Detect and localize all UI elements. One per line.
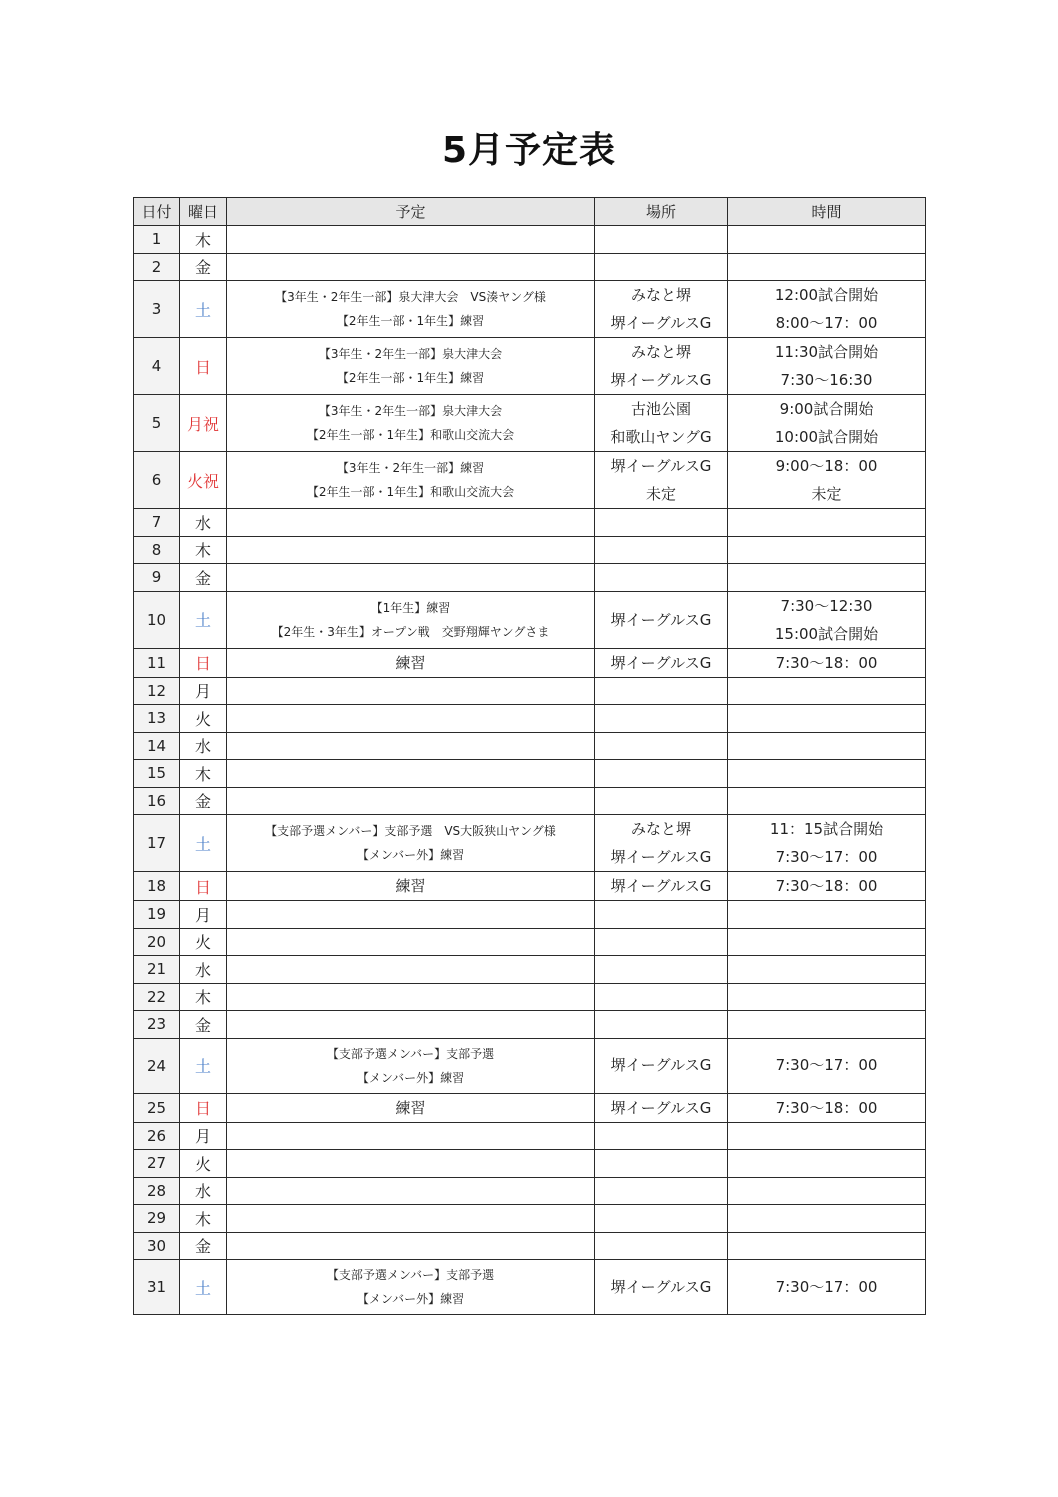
schedule-cell (227, 956, 595, 984)
date-cell: 27 (134, 1150, 180, 1178)
table-row (134, 760, 926, 788)
date-cell: 24 (134, 1038, 180, 1093)
time-line: 9:00試合開始 (779, 400, 874, 418)
weekday-cell: 金 (180, 1232, 227, 1260)
date-cell: 19 (134, 901, 180, 929)
weekday-cell: 木 (180, 226, 227, 254)
schedule-cell (227, 1205, 595, 1233)
date-cell: 14 (134, 732, 180, 760)
schedule-line: 【3年生・2年生一部】泉大津大会 VS湊ヤング様 (275, 290, 546, 304)
time-line: 7:30～17：00 (775, 1056, 878, 1074)
time-cell (728, 1038, 926, 1093)
time-cell (728, 1150, 926, 1178)
place-cell (595, 338, 728, 395)
schedule-cell (227, 1038, 595, 1093)
table-row (134, 1038, 926, 1093)
time-cell (728, 591, 926, 648)
header-schedule: 予定 (227, 198, 595, 226)
place-cell (595, 760, 728, 788)
table-row (134, 452, 926, 509)
schedule-cell (227, 705, 595, 733)
weekday-cell: 木 (180, 983, 227, 1011)
weekday-cell: 日 (180, 1093, 227, 1122)
header-date: 日付 (134, 198, 180, 226)
weekday-cell: 火祝 (180, 452, 227, 509)
schedule-cell (227, 677, 595, 705)
schedule-cell (227, 226, 595, 254)
table-row (134, 536, 926, 564)
time-line: 9:00～18：00 (775, 457, 878, 475)
weekday-cell: 月 (180, 1122, 227, 1150)
schedule-line: 【メンバー外】練習 (356, 1292, 465, 1306)
time-cell (728, 1122, 926, 1150)
schedule-line: 【2年生一部・1年生】和歌山交流大会 (306, 428, 515, 442)
header-row (134, 198, 926, 226)
time-line: 7:30～12:30 (780, 596, 873, 615)
schedule-line: 【支部予選メンバー】支部予選 (326, 1046, 495, 1061)
place-cell (595, 226, 728, 254)
table-row (134, 281, 926, 338)
weekday-cell: 土 (180, 591, 227, 648)
date-cell: 25 (134, 1093, 180, 1122)
place-line: 堺イーグルスG (610, 877, 712, 895)
place-cell (595, 452, 728, 509)
place-line: 堺イーグルスG (610, 1277, 712, 1296)
place-line: みなと堺 (630, 343, 691, 361)
date-cell: 23 (134, 1011, 180, 1039)
place-cell (595, 509, 728, 537)
place-cell (595, 732, 728, 760)
date-cell: 10 (134, 591, 180, 648)
time-line: 8:00～17：00 (775, 314, 878, 332)
place-cell (595, 1177, 728, 1205)
date-cell: 8 (134, 536, 180, 564)
table-row (134, 705, 926, 733)
date-cell: 3 (134, 281, 180, 338)
date-cell: 6 (134, 452, 180, 509)
place-cell (595, 1205, 728, 1233)
place-line: 堺イーグルスG (610, 457, 712, 475)
time-line: 7:30～18：00 (775, 1098, 878, 1117)
place-cell (595, 787, 728, 815)
time-cell (728, 677, 926, 705)
place-cell (595, 1122, 728, 1150)
time-cell (728, 732, 926, 760)
date-cell: 26 (134, 1122, 180, 1150)
place-cell (595, 253, 728, 281)
time-line: 12:00試合開始 (774, 286, 879, 304)
date-cell: 29 (134, 1205, 180, 1233)
time-line: 未定 (811, 485, 842, 503)
date-cell: 1 (134, 226, 180, 254)
place-line: 堺イーグルスG (610, 653, 712, 672)
place-line: みなと堺 (630, 820, 691, 838)
date-cell: 9 (134, 564, 180, 592)
header-weekday: 曜日 (180, 198, 227, 226)
weekday-cell: 土 (180, 281, 227, 338)
weekday-cell: 火 (180, 928, 227, 956)
schedule-line: 【3年生・2年生一部】泉大津大会 (318, 404, 503, 418)
place-line: 堺イーグルスG (610, 1098, 712, 1117)
schedule-cell (227, 509, 595, 537)
table-row (134, 677, 926, 705)
place-cell (595, 1011, 728, 1039)
place-cell (595, 983, 728, 1011)
place-cell (595, 536, 728, 564)
weekday-cell: 水 (180, 509, 227, 537)
schedule-cell (227, 1093, 595, 1122)
time-cell (728, 509, 926, 537)
schedule-line: 練習 (395, 877, 426, 895)
schedule-cell (227, 1177, 595, 1205)
time-line: 10:00試合開始 (774, 428, 879, 446)
table-row (134, 253, 926, 281)
time-cell (728, 338, 926, 395)
header-time: 時間 (728, 198, 926, 226)
time-cell (728, 872, 926, 901)
schedule-line: 【2年生・3年生】オープン戦 交野翔輝ヤングさま (271, 624, 550, 639)
schedule-cell (227, 648, 595, 677)
weekday-cell: 日 (180, 872, 227, 901)
place-line: 古池公園 (630, 400, 691, 418)
schedule-cell (227, 452, 595, 509)
place-line: 堺イーグルスG (610, 314, 712, 332)
table-row (134, 338, 926, 395)
table-row (134, 732, 926, 760)
schedule-cell (227, 928, 595, 956)
place-cell (595, 901, 728, 929)
place-cell (595, 1093, 728, 1122)
schedule-cell (227, 1011, 595, 1039)
table-row (134, 591, 926, 648)
schedule-line: 練習 (395, 653, 426, 672)
date-cell: 7 (134, 509, 180, 537)
weekday-cell: 土 (180, 815, 227, 872)
schedule-line: 【2年生一部・1年生】練習 (336, 314, 485, 328)
weekday-cell: 水 (180, 732, 227, 760)
time-line: 7:30～17：00 (775, 848, 878, 866)
place-cell (595, 956, 728, 984)
table-row (134, 1093, 926, 1122)
place-line: 堺イーグルスG (610, 371, 712, 389)
weekday-cell: 水 (180, 956, 227, 984)
table-row (134, 872, 926, 901)
time-cell (728, 253, 926, 281)
time-cell (728, 452, 926, 509)
time-cell (728, 956, 926, 984)
schedule-cell (227, 395, 595, 452)
weekday-cell: 日 (180, 338, 227, 395)
time-cell (728, 1260, 926, 1315)
schedule-cell (227, 787, 595, 815)
place-line: 堺イーグルスG (610, 848, 712, 866)
schedule-body (134, 226, 926, 1315)
table-row (134, 1177, 926, 1205)
schedule-line: 【1年生】練習 (370, 600, 451, 615)
place-line: 堺イーグルスG (610, 1056, 712, 1074)
place-cell (595, 928, 728, 956)
schedule-line: 【3年生・2年生一部】泉大津大会 (318, 347, 503, 361)
place-cell (595, 648, 728, 677)
time-cell (728, 1232, 926, 1260)
place-cell (595, 1150, 728, 1178)
table-row (134, 509, 926, 537)
time-cell (728, 1093, 926, 1122)
table-row (134, 1150, 926, 1178)
date-cell: 22 (134, 983, 180, 1011)
time-cell (728, 648, 926, 677)
weekday-cell: 月 (180, 901, 227, 929)
schedule-cell (227, 1122, 595, 1150)
schedule-cell (227, 901, 595, 929)
schedule-line: 【支部予選メンバー】支部予選 (326, 1268, 495, 1282)
weekday-cell: 火 (180, 705, 227, 733)
table-row (134, 983, 926, 1011)
date-cell: 16 (134, 787, 180, 815)
table-row (134, 815, 926, 872)
place-line: 和歌山ヤングG (610, 428, 712, 446)
place-cell (595, 1038, 728, 1093)
time-line: 15:00試合開始 (774, 624, 879, 643)
time-cell (728, 983, 926, 1011)
date-cell: 31 (134, 1260, 180, 1315)
time-line: 7:30～18：00 (775, 653, 878, 672)
weekday-cell: 土 (180, 1260, 227, 1315)
schedule-line: 【3年生・2年生一部】練習 (336, 461, 485, 475)
time-line: 11:30試合開始 (774, 343, 879, 361)
weekday-cell: 木 (180, 1205, 227, 1233)
table-row (134, 787, 926, 815)
schedule-cell (227, 760, 595, 788)
schedule-cell (227, 983, 595, 1011)
schedule-line: 【メンバー外】練習 (356, 848, 465, 862)
weekday-cell: 金 (180, 564, 227, 592)
date-cell: 30 (134, 1232, 180, 1260)
weekday-cell: 金 (180, 253, 227, 281)
weekday-cell: 月祝 (180, 395, 227, 452)
place-cell (595, 591, 728, 648)
schedule-cell (227, 815, 595, 872)
schedule-cell (227, 281, 595, 338)
table-row (134, 928, 926, 956)
place-cell (595, 1260, 728, 1315)
place-cell (595, 705, 728, 733)
table-row (134, 395, 926, 452)
schedule-line: 【支部予選メンバー】支部予選 VS大阪狭山ヤング様 (265, 824, 556, 838)
time-cell (728, 395, 926, 452)
weekday-cell: 土 (180, 1038, 227, 1093)
schedule-cell (227, 1260, 595, 1315)
time-cell (728, 1011, 926, 1039)
place-cell (595, 872, 728, 901)
weekday-cell: 水 (180, 1177, 227, 1205)
date-cell: 21 (134, 956, 180, 984)
weekday-cell: 日 (180, 648, 227, 677)
date-cell: 2 (134, 253, 180, 281)
time-line: 7:30～17：00 (775, 1277, 878, 1296)
time-line: 11：15試合開始 (769, 820, 884, 838)
schedule-line: 【2年生一部・1年生】練習 (336, 371, 485, 385)
time-cell (728, 760, 926, 788)
table-row (134, 956, 926, 984)
date-cell: 15 (134, 760, 180, 788)
schedule-cell (227, 536, 595, 564)
weekday-cell: 金 (180, 1011, 227, 1039)
schedule-cell (227, 872, 595, 901)
schedule-cell (227, 564, 595, 592)
date-cell: 11 (134, 648, 180, 677)
place-cell (595, 564, 728, 592)
date-cell: 17 (134, 815, 180, 872)
schedule-cell (227, 1150, 595, 1178)
time-cell (728, 1177, 926, 1205)
header-place: 場所 (595, 198, 728, 226)
table-row (134, 226, 926, 254)
date-cell: 20 (134, 928, 180, 956)
schedule-table (133, 197, 926, 1315)
date-cell: 13 (134, 705, 180, 733)
table-row (134, 901, 926, 929)
schedule-cell (227, 338, 595, 395)
table-row (134, 1260, 926, 1315)
table-row (134, 1011, 926, 1039)
place-cell (595, 1232, 728, 1260)
schedule-cell (227, 591, 595, 648)
weekday-cell: 木 (180, 536, 227, 564)
place-line: 堺イーグルスG (610, 610, 712, 629)
schedule-cell (227, 1232, 595, 1260)
weekday-cell: 月 (180, 677, 227, 705)
time-line: 7:30～16:30 (780, 371, 873, 389)
schedule-line: 【メンバー外】練習 (356, 1070, 465, 1085)
table-row (134, 564, 926, 592)
schedule-cell (227, 253, 595, 281)
time-line: 7:30～18：00 (775, 877, 878, 895)
date-cell: 28 (134, 1177, 180, 1205)
place-cell (595, 677, 728, 705)
time-cell (728, 1205, 926, 1233)
schedule-cell (227, 732, 595, 760)
date-cell: 12 (134, 677, 180, 705)
time-cell (728, 564, 926, 592)
place-cell (595, 281, 728, 338)
time-cell (728, 705, 926, 733)
date-cell: 4 (134, 338, 180, 395)
weekday-cell: 火 (180, 1150, 227, 1178)
time-cell (728, 281, 926, 338)
time-cell (728, 536, 926, 564)
page-title: 5月予定表 (441, 130, 617, 171)
time-cell (728, 901, 926, 929)
table-row (134, 1205, 926, 1233)
place-cell (595, 395, 728, 452)
weekday-cell: 木 (180, 760, 227, 788)
table-row (134, 1122, 926, 1150)
schedule-line: 【2年生一部・1年生】和歌山交流大会 (306, 485, 515, 499)
time-cell (728, 928, 926, 956)
place-line: 未定 (645, 485, 676, 503)
place-cell (595, 815, 728, 872)
place-line: みなと堺 (630, 286, 691, 304)
time-cell (728, 815, 926, 872)
table-row (134, 1232, 926, 1260)
time-cell (728, 226, 926, 254)
schedule-line: 練習 (395, 1098, 426, 1117)
table-row (134, 648, 926, 677)
time-cell (728, 787, 926, 815)
date-cell: 5 (134, 395, 180, 452)
weekday-cell: 金 (180, 787, 227, 815)
date-cell: 18 (134, 872, 180, 901)
